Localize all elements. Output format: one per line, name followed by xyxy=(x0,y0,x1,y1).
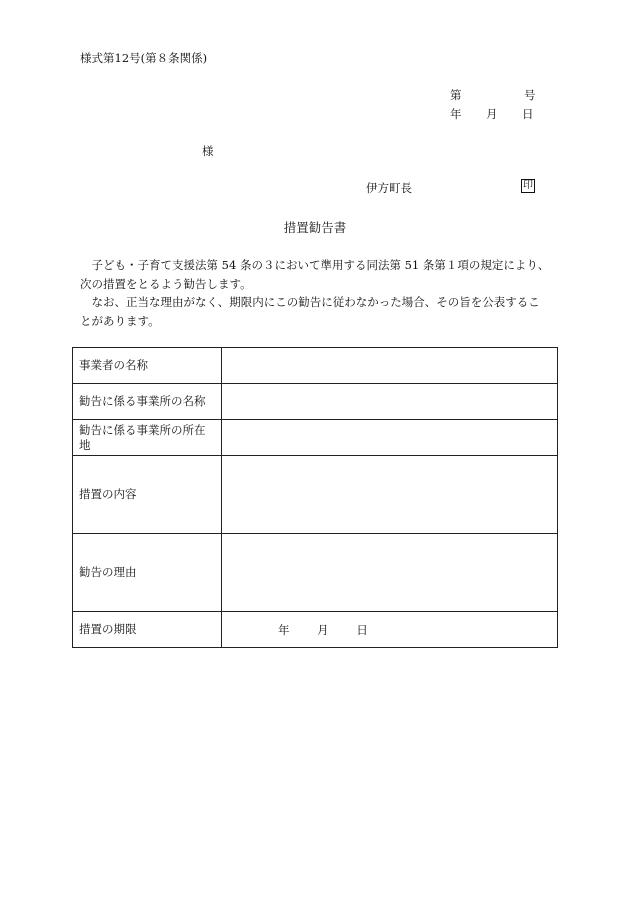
form-number: 様式第12号(第８条関係) xyxy=(80,51,208,65)
deadline-day-label: 日 xyxy=(356,622,368,637)
seal-mark: 印 xyxy=(523,180,533,191)
table-row xyxy=(73,420,558,456)
row-label: 勧告の理由 xyxy=(73,534,222,612)
recommendation-table xyxy=(72,347,558,648)
body-paragraph-notice: なお、正当な理由がなく、期限内にこの勧告に従わなかった場合、その旨を公表することがあります。 xyxy=(80,295,540,328)
measure-deadline-field[interactable] xyxy=(222,612,558,648)
table-row xyxy=(73,612,558,648)
table-row xyxy=(73,348,558,384)
body-paragraph-recommendation: 子ども・子育て支援法第 54 条の３において準用する同法第 51 条第１項の規定により、次の措置をとるよう勧告します。 xyxy=(80,258,550,291)
table-row xyxy=(73,384,558,420)
deadline-year-label: 年 xyxy=(278,622,290,637)
addressee-honorific: 様 xyxy=(202,144,214,158)
document-number-label: 第 xyxy=(450,88,462,102)
date-month-label: 月 xyxy=(486,107,498,121)
document-title: 措置勧告書 xyxy=(283,220,347,235)
document-number-suffix: 号 xyxy=(524,88,536,102)
table-row xyxy=(73,534,558,612)
deadline-month-label: 月 xyxy=(317,622,329,637)
row-label: 勧告に係る事業所の名称 xyxy=(73,384,222,420)
row-label: 措置の期限 xyxy=(73,612,222,648)
row-label: 勧告に係る事業所の所在地 xyxy=(73,420,222,456)
measure-content-field[interactable] xyxy=(222,456,558,534)
date-year-label: 年 xyxy=(450,107,462,121)
issuer-name: 伊方町長 xyxy=(366,181,412,195)
date-day-label: 日 xyxy=(522,107,534,121)
facility-name-field[interactable] xyxy=(222,384,558,420)
recommendation-reason-field[interactable] xyxy=(222,534,558,612)
facility-address-field[interactable] xyxy=(222,420,558,456)
row-label: 事業者の名称 xyxy=(73,348,222,384)
table-row xyxy=(73,456,558,534)
row-label: 措置の内容 xyxy=(73,456,222,534)
business-name-field[interactable] xyxy=(222,348,558,384)
